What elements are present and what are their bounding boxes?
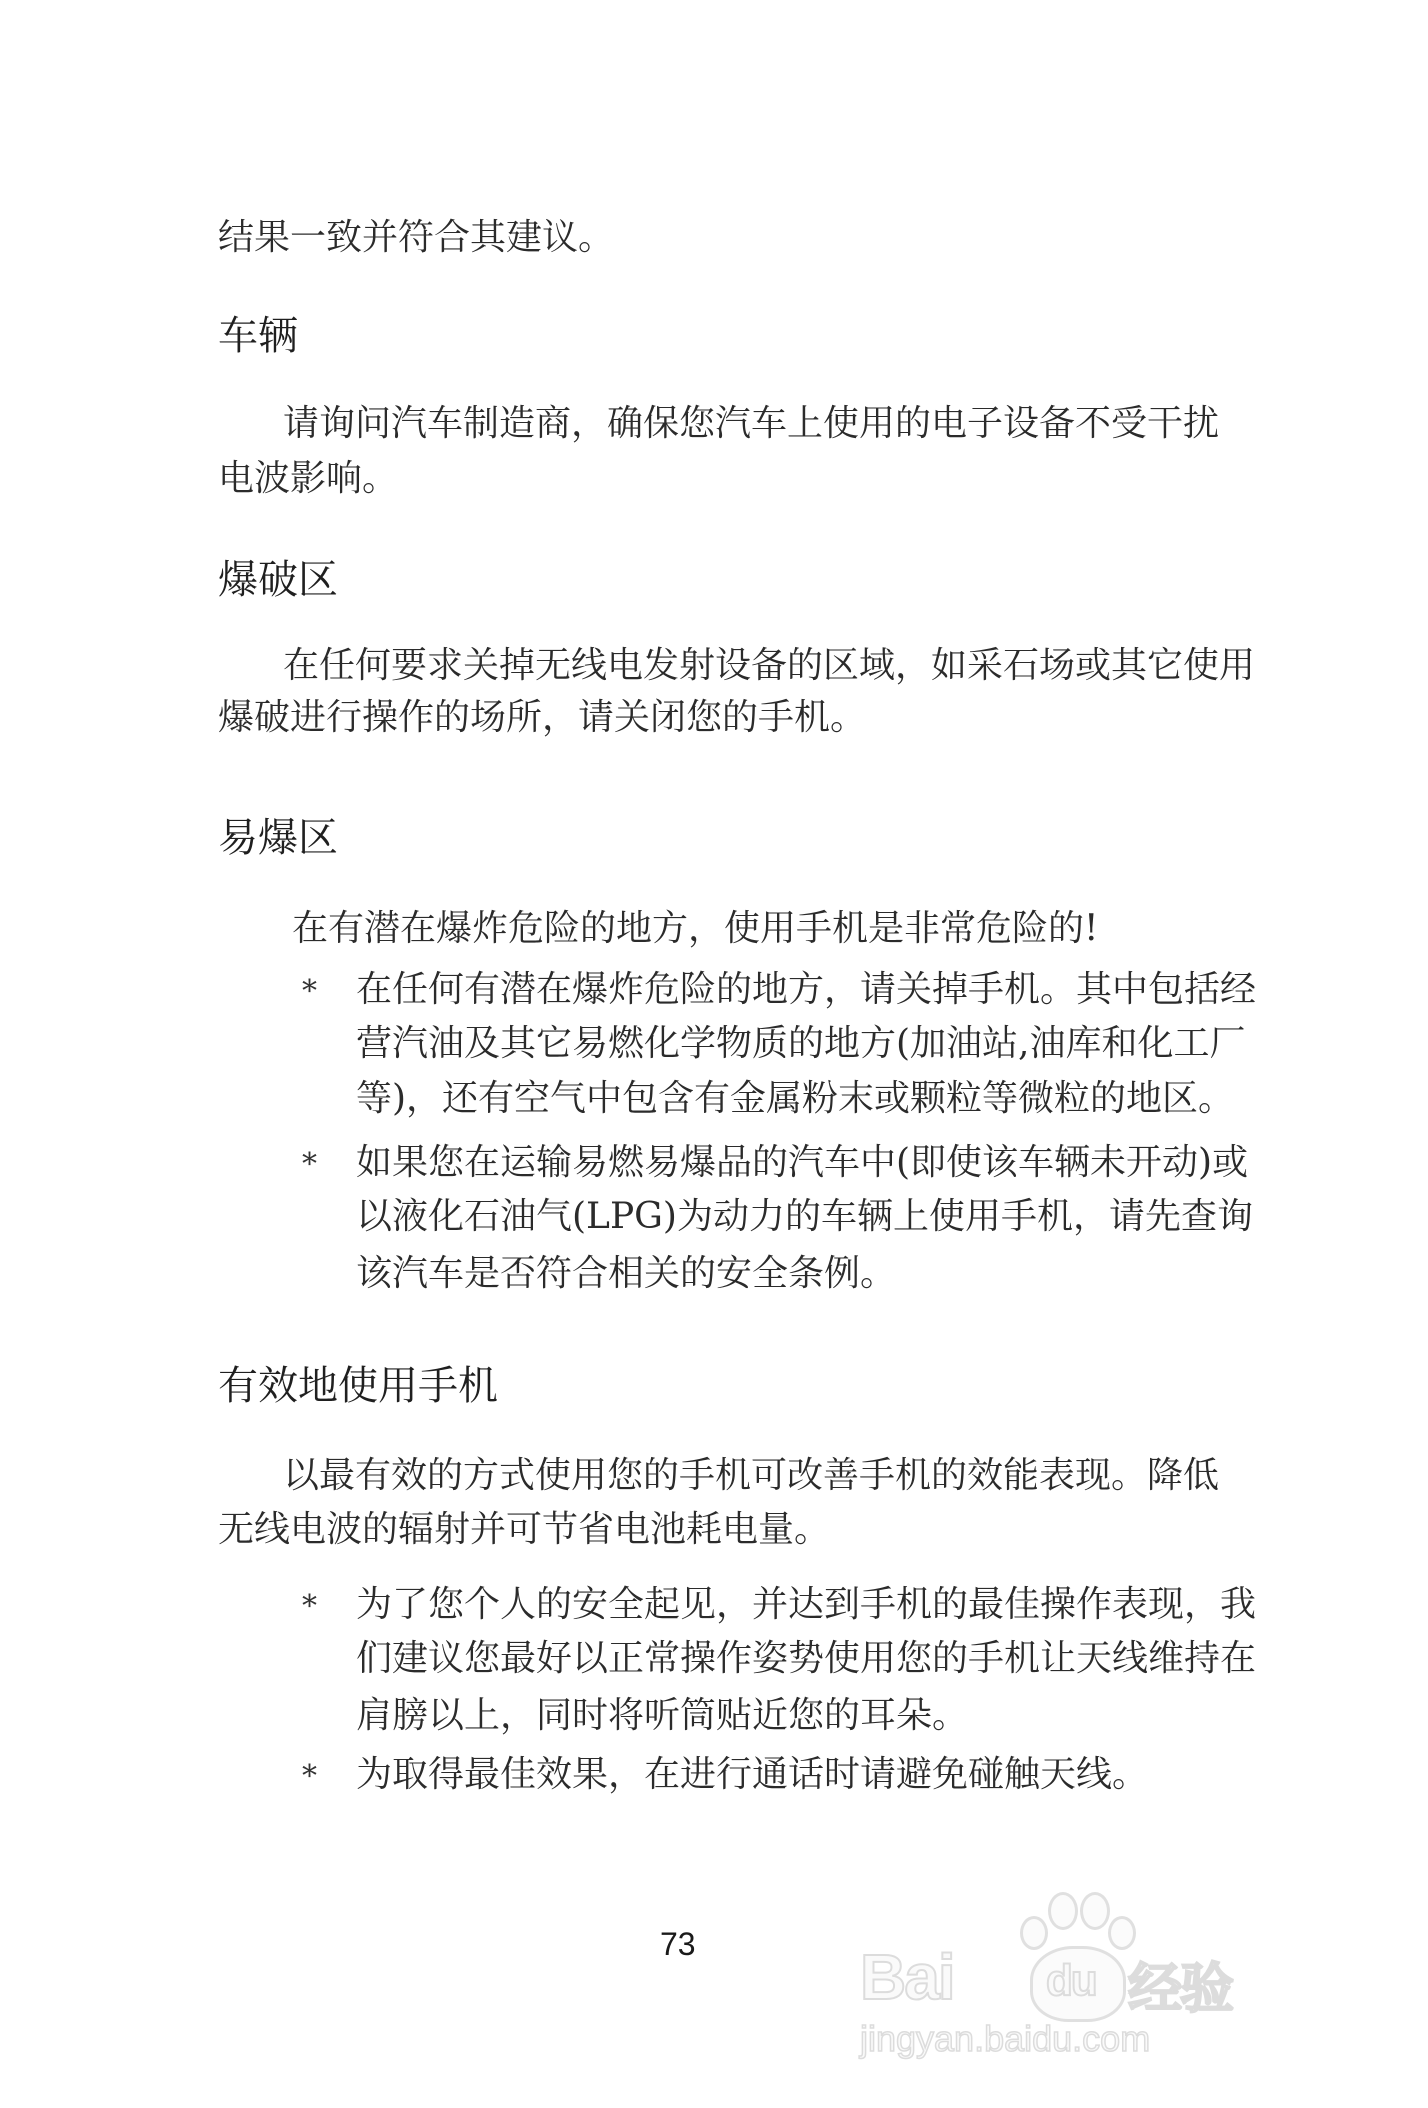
bullet-line: 该汽车是否符合相关的安全条例。 <box>356 1253 897 1294</box>
heading-blasting-area: 爆破区 <box>218 557 338 603</box>
baidu-watermark <box>860 1890 1280 2070</box>
paragraph-line: 电波影响。 <box>218 458 399 499</box>
bullet-marker: * <box>302 1147 317 1182</box>
bullet-line: 为取得最佳效果，在进行通话时请避免碰触天线。 <box>356 1754 1149 1795</box>
bullet-marker: * <box>302 974 317 1009</box>
heading-efficient-use: 有效地使用手机 <box>218 1363 498 1409</box>
intro-text: 在有潜在爆炸危险的地方，使用手机是非常危险的! <box>292 908 1099 949</box>
bullet-line: 们建议您最好以正常操作姿势使用您的手机让天线维持在 <box>356 1638 1257 1679</box>
watermark-logo-bai: Bai <box>860 1941 954 2013</box>
watermark-url: jingyan.baidu.com <box>860 2018 1151 2059</box>
bullet-marker: * <box>302 1589 317 1624</box>
paragraph-line: 请询问汽车制造商，确保您汽车上使用的电子设备不受干扰 <box>283 403 1220 444</box>
paragraph-line: 在任何要求关掉无线电发射设备的区域，如采石场或其它使用 <box>283 645 1256 686</box>
paragraph-line: 以最有效的方式使用您的手机可改善手机的效能表现。降低 <box>283 1455 1220 1496</box>
bullet-line: 以液化石油气(LPG)为动力的车辆上使用手机，请先查询 <box>356 1196 1253 1237</box>
paragraph-line: 爆破进行操作的场所，请关闭您的手机。 <box>218 697 867 738</box>
paw-toe-icon <box>1080 1892 1110 1930</box>
heading-explosive-area: 易爆区 <box>218 815 338 861</box>
paw-toe-icon <box>1020 1916 1048 1950</box>
bullet-line: 为了您个人的安全起见，并达到手机的最佳操作表现，我 <box>356 1584 1257 1625</box>
watermark-logo-du: du <box>1046 1956 1096 2005</box>
page-number: 73 <box>660 1926 696 1962</box>
paw-toe-icon <box>1108 1916 1136 1950</box>
continuation-text: 结果一致并符合其建议。 <box>218 217 615 258</box>
bullet-line: 在任何有潜在爆炸危险的地方，请关掉手机。其中包括经 <box>356 969 1257 1010</box>
paw-toe-icon <box>1048 1892 1078 1930</box>
bullet-marker: * <box>302 1759 317 1794</box>
paragraph-line: 无线电波的辐射并可节省电池耗电量。 <box>218 1509 831 1550</box>
bullet-line: 如果您在运输易燃易爆品的汽车中(即使该车辆未开动)或 <box>356 1142 1249 1183</box>
bullet-line: 肩膀以上，同时将听筒贴近您的耳朵。 <box>356 1695 969 1736</box>
heading-vehicle: 车辆 <box>218 313 298 359</box>
bullet-line: 营汽油及其它易燃化学物质的地方(加油站,油库和化工厂 <box>356 1023 1246 1064</box>
watermark-logo-jingyan: 经验 <box>1128 1959 1232 2019</box>
bullet-line: 等)，还有空气中包含有金属粉末或颗粒等微粒的地区。 <box>356 1078 1235 1119</box>
